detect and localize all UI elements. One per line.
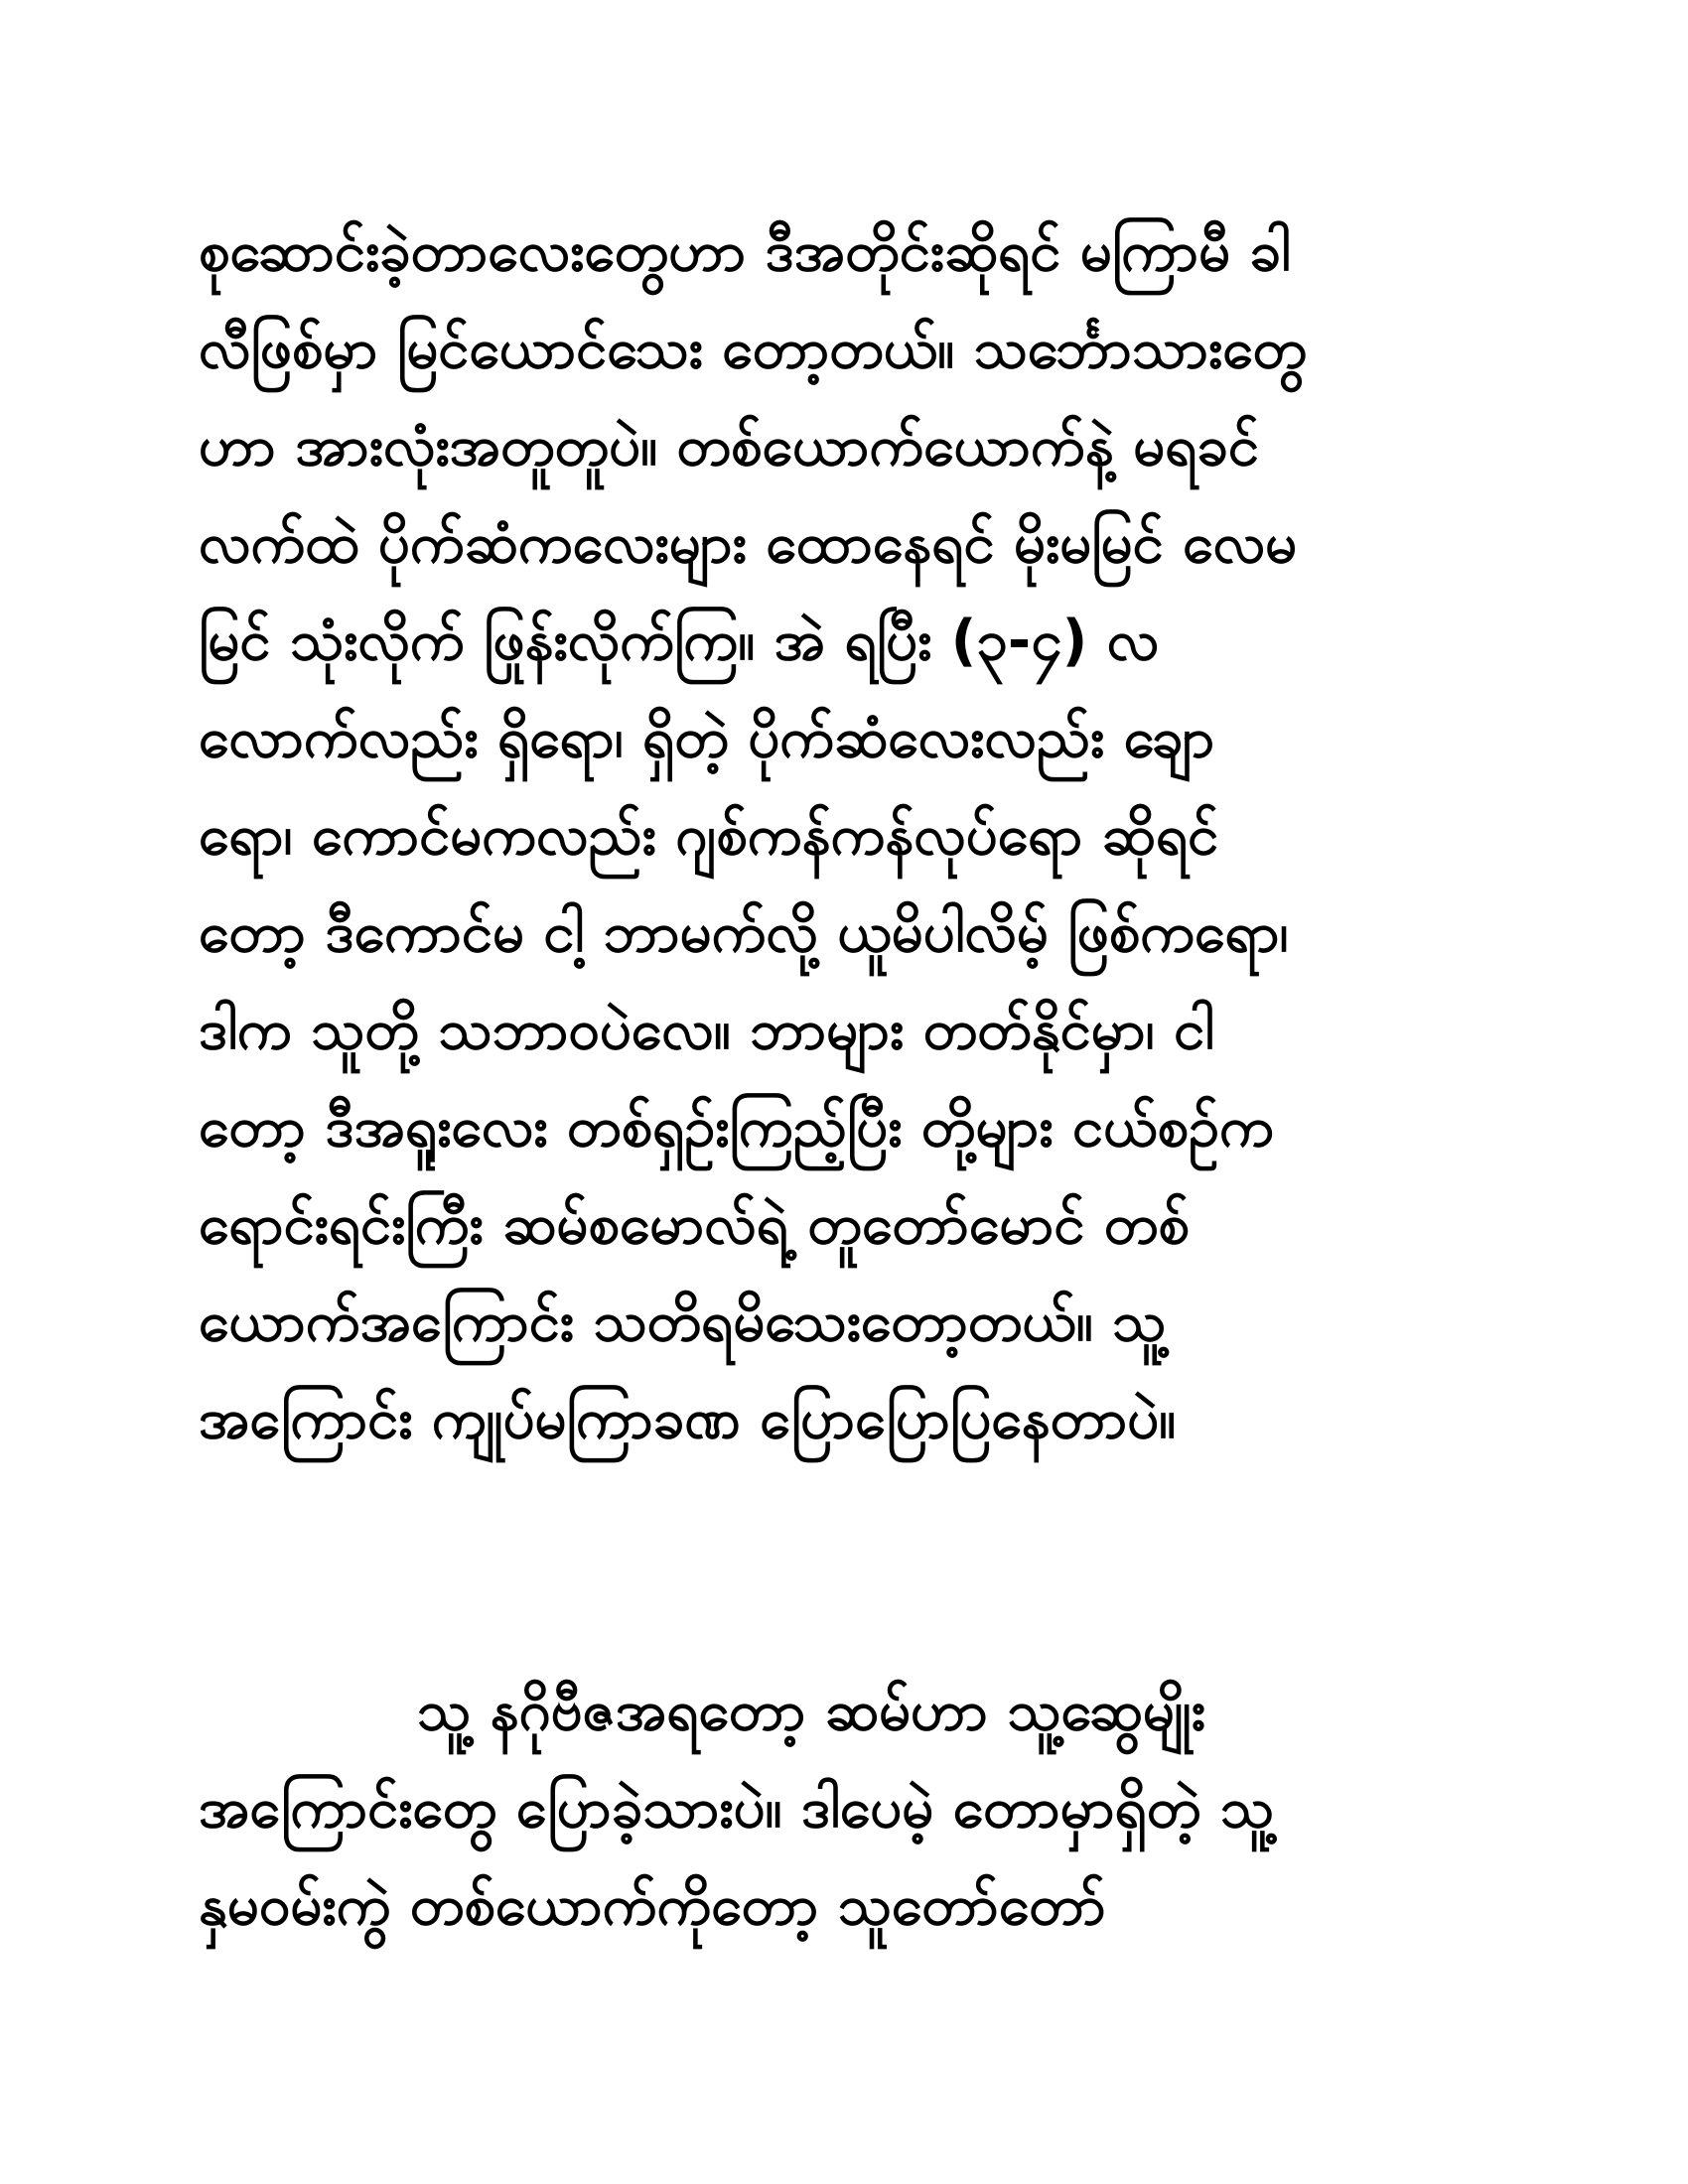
text-line: စုဆောင်းခဲ့တာလေးတွေဟာ ဒီအတိုင်းဆိုရင် မကြာမီ ခါ [199,219,1291,284]
text-line: နှမဝမ်းကွဲ တစ်ယောက်ကိုတော့ သူတော်တော် [199,1873,1106,1938]
text-line: တော့ ဒီအရူးလေး တစ်ရှဉ်းကြည့်ပြီး တို့များ ငယ်စဉ်က [199,1095,1274,1160]
text-line: လောက်လည်း ရှိရော၊ ရှိတဲ့ ပိုက်ဆံလေးလည်း ချော [199,706,1215,770]
text-line: အကြောင်း ကျုပ်မကြာခဏ ပြောပြောပြနေတာပဲ။ [199,1387,1177,1451]
text-line: ဟာ အားလုံးအတူတူပဲ။ တစ်ယောက်ယောက်နဲ့ မရခင် [199,414,1259,478]
text-line: ယောက်အကြောင်း သတိရမိသေးတော့တယ်။ သူ့ [199,1290,1167,1354]
text-line: လက်ထဲ ပိုက်ဆံကလေးများ ထောနေရင် မိုးမမြင် လေမ [199,511,1298,576]
text-line: မြင် သုံးလိုက် ဖြုန်းလိုက်ကြ။ အဲ ရပြီး (၃-၄) လ [199,609,1160,673]
paragraph-2 [199,1663,1489,1955]
text-line: ရော၊ ကောင်မကလည်း ဂျစ်ကန်ကန်လုပ်ရော ဆိုရင် [199,803,1219,868]
text-line: ဒါက သူတို့ သဘာဝပဲလေ။ ဘာများ တတ်နိုင်မှာ၊ ငါ [199,998,1214,1062]
text-line: အကြောင်းတွေ ပြောခဲ့သားပဲ။ ဒါပေမဲ့ တောမှာရှိတဲ့ သူ့ [199,1776,1274,1841]
text-line: တော့ ဒီကောင်မ ငါ့ ဘာမက်လို့ ယူမိပါလိမ့် ဖြစ်ကရော၊ [199,900,1289,965]
text-line: လီဖြစ်မှာ မြင်ယောင်သေး တော့တယ်။ သင်္ဘောသားတွေ [199,317,1308,381]
text-line: ရောင်းရင်းကြီး ဆမ်စမောလ်ရဲ့ တူတော်မောင် တစ် [199,1192,1190,1257]
paragraph-1 [199,204,1489,1468]
text-line: သူ့ နဂိုဗီဇအရတော့ ဆမ်ဟာ သူ့ဆွေမျိုး [417,1679,1205,1743]
